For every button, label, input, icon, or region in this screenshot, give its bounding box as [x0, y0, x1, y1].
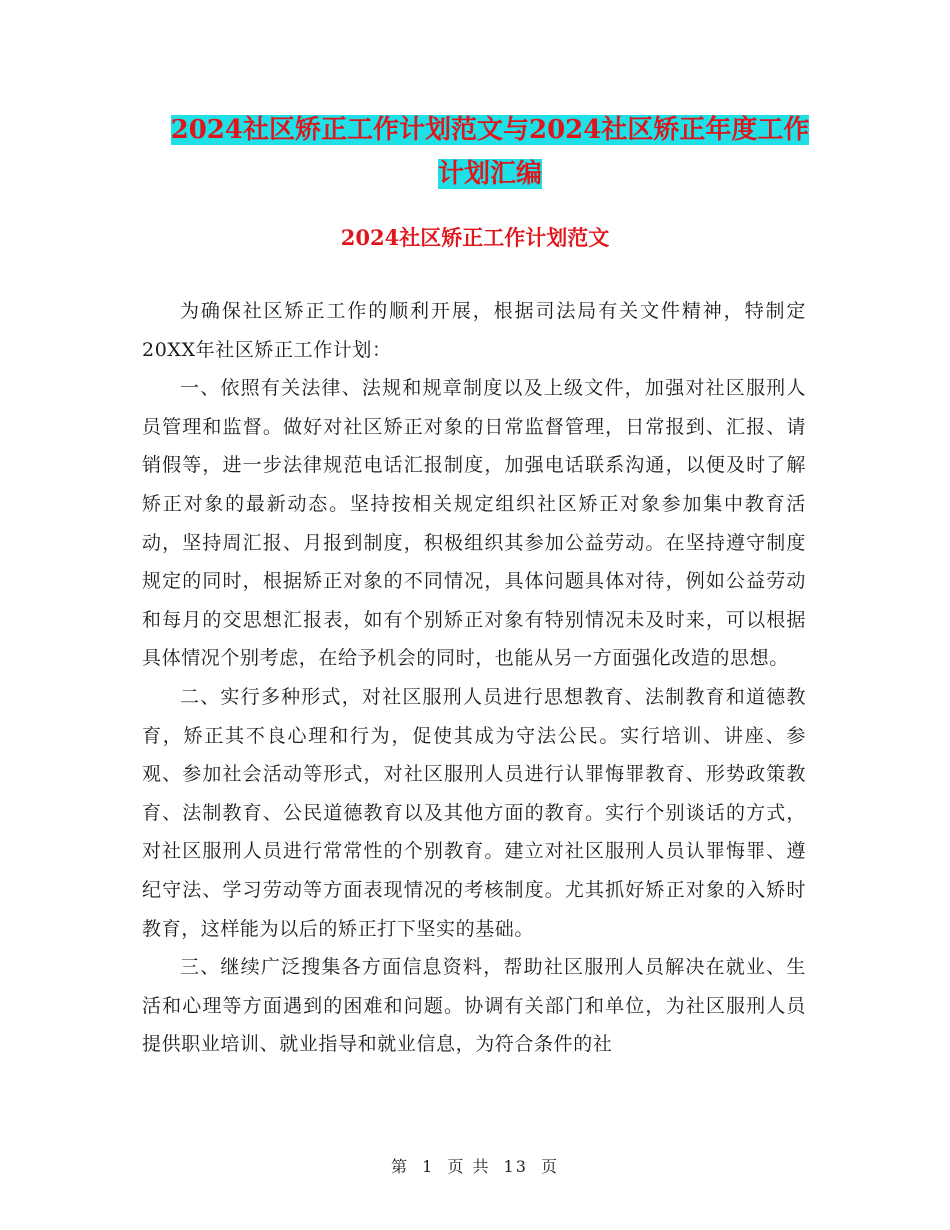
paragraph-1: 一、依照有关法律、法规和规章制度以及上级文件，加强对社区服刑人员管理和监督。做好对社区矫正对象的日常监督管理，日常报到、汇报、请销假等，进一步法律规范电话汇报制度，加强电话联系沟通，以便及时了解矫正对象的最新动态。坚持按相关规定组织社区矫正对象参加集中教育活动，坚持周汇报、月报到制度，积极组织其参加公益劳动。在坚持遵守制度规定的同时，根据矫正对象的不同情况，具体问题具体对待，例如公益劳动和每月的交思想汇报表，如有个别矫正对象有特别情况未及时来，可以根据具体情况个别考虑，在给予机会的同时，也能从另一方面强化改造的思想。 [142, 377, 806, 670]
footer-suffix: 页 [541, 1157, 560, 1176]
paragraph-intro: 为确保社区矫正工作的顺利开展，根据司法局有关文件精神，特制定20XX年社区矫正工作计划： [142, 300, 806, 361]
document-body [142, 292, 806, 1064]
footer-total-pages: 13 [503, 1157, 528, 1176]
title-line-1: 2024社区矫正工作计划范文与2024社区矫正年度工作 [170, 115, 810, 145]
footer-middle: 页 共 [447, 1157, 491, 1176]
page-footer [0, 1154, 950, 1177]
section-title: 2024社区矫正工作计划范文 [340, 225, 610, 250]
paragraph-3: 三、继续广泛搜集各方面信息资料，帮助社区服刑人员解决在就业、生活和心理等方面遇到的困难和问题。协调有关部门和单位，为社区服刑人员提供职业培训、就业指导和就业信息，为符合条件的社 [142, 956, 806, 1056]
footer-current-page: 1 [422, 1157, 435, 1176]
footer-prefix: 第 [390, 1157, 409, 1176]
document-title [140, 108, 840, 196]
title-line-2: 计划汇编 [437, 159, 542, 189]
paragraph-2: 二、实行多种形式，对社区服刑人员进行思想教育、法制教育和道德教育，矫正其不良心理和行为，促使其成为守法公民。实行培训、讲座、参观、参加社会活动等形式，对社区服刑人员进行认罪悔罪教育、形势政策教育、法制教育、公民道德教育以及其他方面的教育。实行个别谈话的方式，对社区服刑人员进行常常性的个别教育。建立对社区服刑人员认罪悔罪、遵纪守法、学习劳动等方面表现情况的考核制度。尤其抓好矫正对象的入矫时教育，这样能为以后的矫正打下坚实的基础。 [142, 685, 806, 940]
